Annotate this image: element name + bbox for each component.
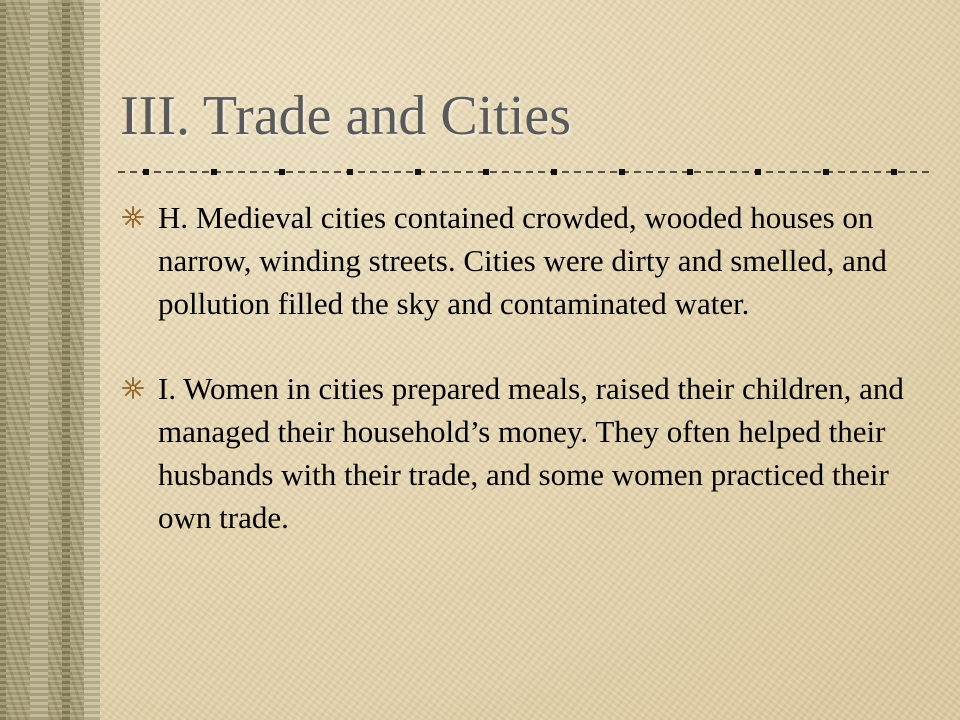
divider-dot	[279, 169, 285, 175]
divider-dot	[483, 169, 489, 175]
band-stripe	[0, 0, 6, 720]
bullet-text: H. Medieval cities contained crowded, wooded houses on narrow, winding streets. Cities were dirty and smelled, and pollution filled the sky and contaminated water.	[158, 200, 887, 321]
divider-dot	[619, 169, 625, 175]
divider-dot	[687, 169, 693, 175]
bullet-text: I. Women in cities prepared meals, raised their children, and managed their household’s money. They often helped their husbands with their trade, and some women practiced their own trade.	[158, 371, 904, 535]
slide-title: III. Trade and Cities	[120, 85, 572, 147]
star-bullet-icon	[122, 377, 144, 399]
divider-dot	[143, 169, 149, 175]
bullet-item	[120, 196, 920, 325]
title-divider	[118, 163, 930, 181]
star-bullet-icon	[122, 206, 144, 228]
divider-dot	[891, 169, 897, 175]
divider-dot	[823, 169, 829, 175]
divider-dot	[551, 169, 557, 175]
divider-dot	[415, 169, 421, 175]
divider-dot	[347, 169, 353, 175]
left-texture-band	[0, 0, 100, 720]
band-stripe	[62, 0, 70, 720]
band-stripe	[84, 0, 100, 720]
slide-content	[120, 196, 920, 581]
divider-dot	[211, 169, 217, 175]
band-stripe	[30, 0, 48, 720]
bullet-item	[120, 367, 920, 539]
divider-dot	[755, 169, 761, 175]
